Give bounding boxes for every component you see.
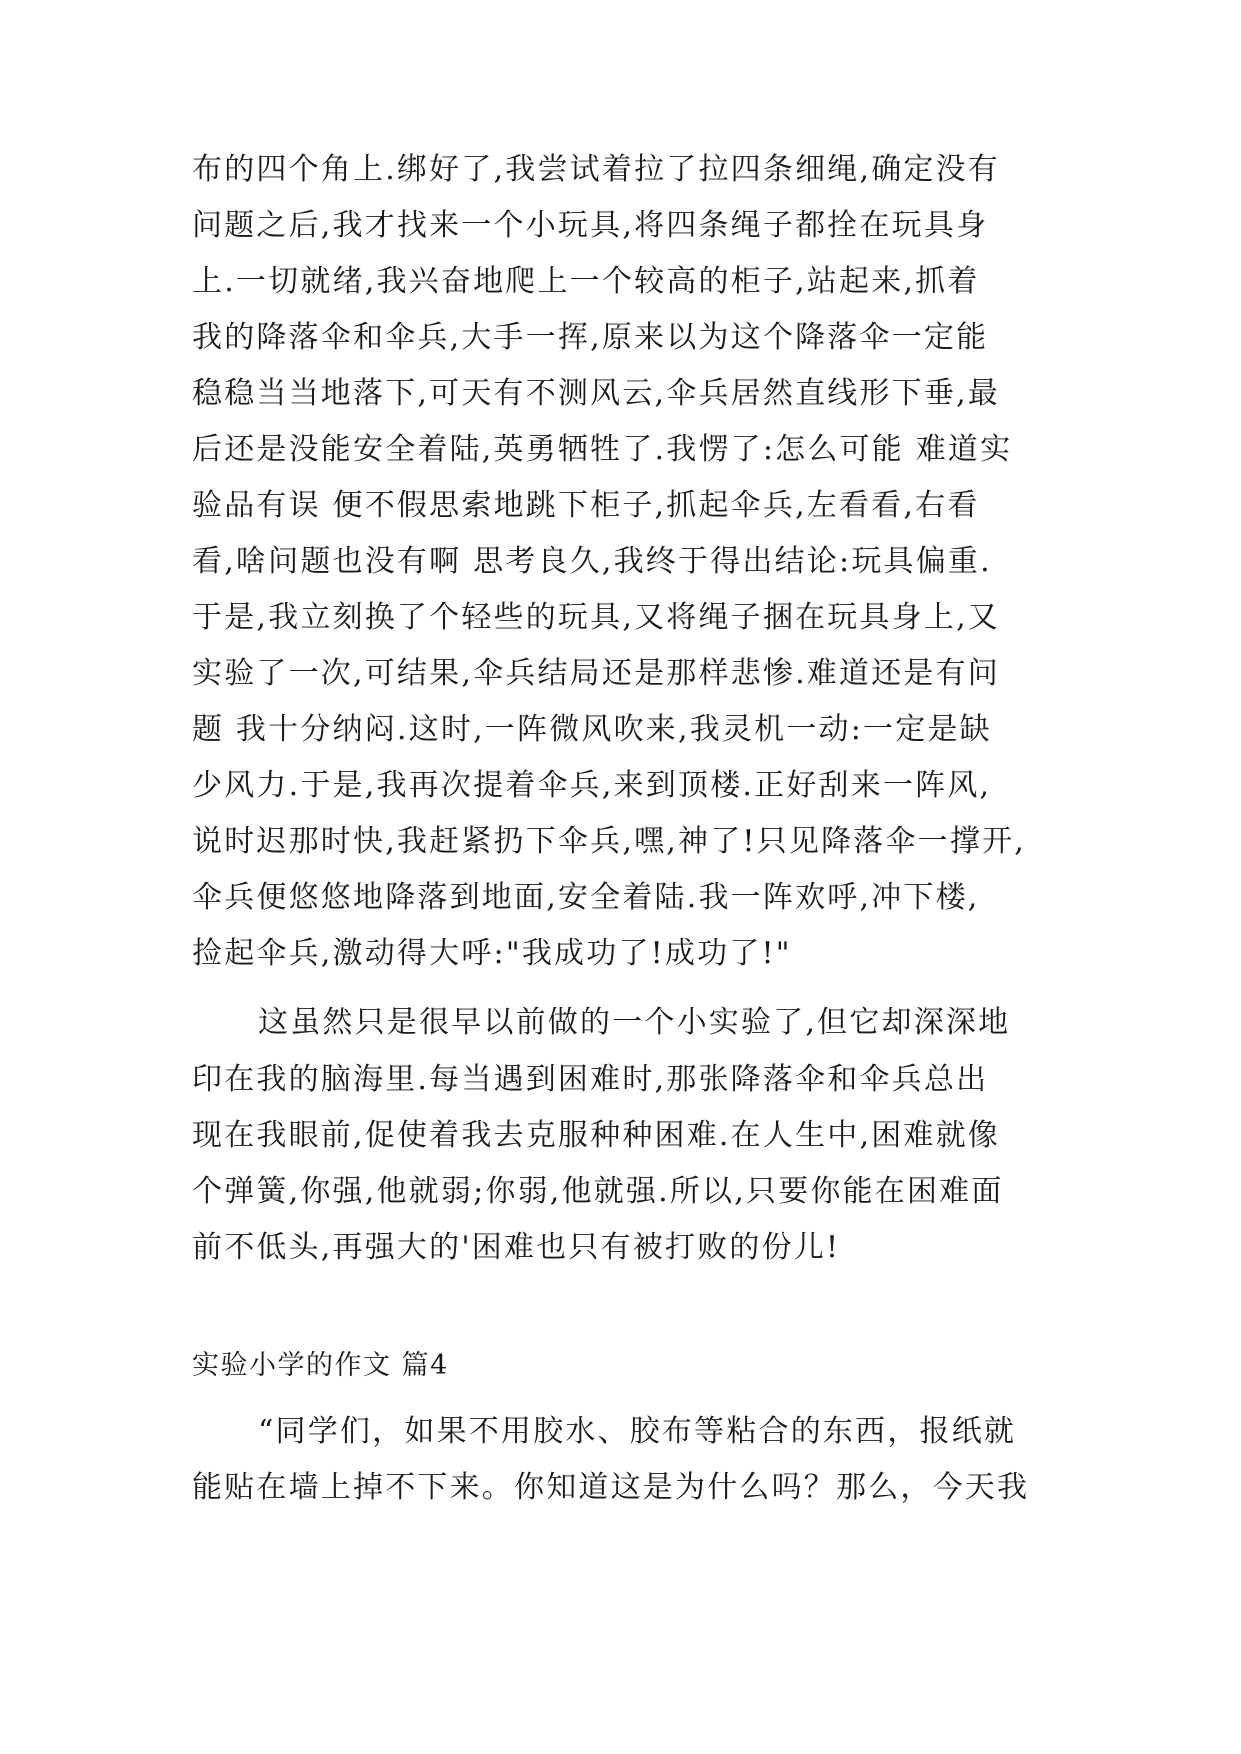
text-line: 后还是没能安全着陆,英勇牺牲了.我愣了:怎么可能 难道实 xyxy=(192,432,1013,467)
text-line: 说时迟那时快,我赶紧扔下伞兵,嘿,神了!只见降落伞一撑开, xyxy=(192,824,1026,859)
text-line: 上.一切就绪,我兴奋地爬上一个较高的柜子,站起来,抓着 xyxy=(192,264,980,299)
text-line: 伞兵便悠悠地降落到地面,安全着陆.我一阵欢呼,冲下楼, xyxy=(192,880,980,915)
text-line: 这虽然只是很早以前做的一个小实验了,但它却深深地 xyxy=(258,1005,1011,1040)
text-line: 捡起伞兵,激动得大呼:"我成功了!成功了!" xyxy=(192,936,792,971)
text-line: 前不低头,再强大的'困难也只有被打败的份儿! xyxy=(192,1230,841,1265)
text-line: 验品有误 便不假思索地跳下柜子,抓起伞兵,左看看,右看 xyxy=(192,488,980,523)
text-line: 题 我十分纳闷.这时,一阵微风吹来,我灵机一动:一定是缺 xyxy=(192,712,992,747)
text-line: 看,啥问题也没有啊 思考良久,我终于得出结论:玩具偏重. xyxy=(192,544,992,579)
section-heading: 实验小学的作文 篇4 xyxy=(192,1350,449,1381)
text-line: 问题之后,我才找来一个小玩具,将四条绳子都拴在玩具身 xyxy=(192,208,989,243)
text-line: 能贴在墙上掉不下来。你知道这是为什么吗？那么，今天我 xyxy=(192,1470,1030,1505)
text-line: 于是,我立刻换了个轻些的玩具,又将绳子捆在玩具身上,又 xyxy=(192,600,1001,635)
text-line: 布的四个角上.绑好了,我尝试着拉了拉四条细绳,确定没有 xyxy=(192,152,1001,187)
text-line: 个弹簧,你强,他就弱;你弱,他就强.所以,只要你能在困难面 xyxy=(192,1174,1004,1209)
text-line: 稳稳当当地落下,可天有不测风云,伞兵居然直线形下垂,最 xyxy=(192,376,1001,411)
text-line: 少风力.于是,我再次提着伞兵,来到顶楼.正好刮来一阵风, xyxy=(192,768,992,803)
text-line: 现在我眼前,促使着我去克服种种困难.在人生中,困难就像 xyxy=(192,1118,1001,1153)
text-line: 我的降落伞和伞兵,大手一挥,原来以为这个降落伞一定能 xyxy=(192,320,989,355)
text-line: 印在我的脑海里.每当遇到困难时,那张降落伞和伞兵总出 xyxy=(192,1062,989,1097)
text-line: 实验了一次,可结果,伞兵结局还是那样悲惨.难道还是有问 xyxy=(192,656,1001,691)
text-line: “同学们，如果不用胶水、胶布等粘合的东西，报纸就 xyxy=(258,1414,1017,1449)
